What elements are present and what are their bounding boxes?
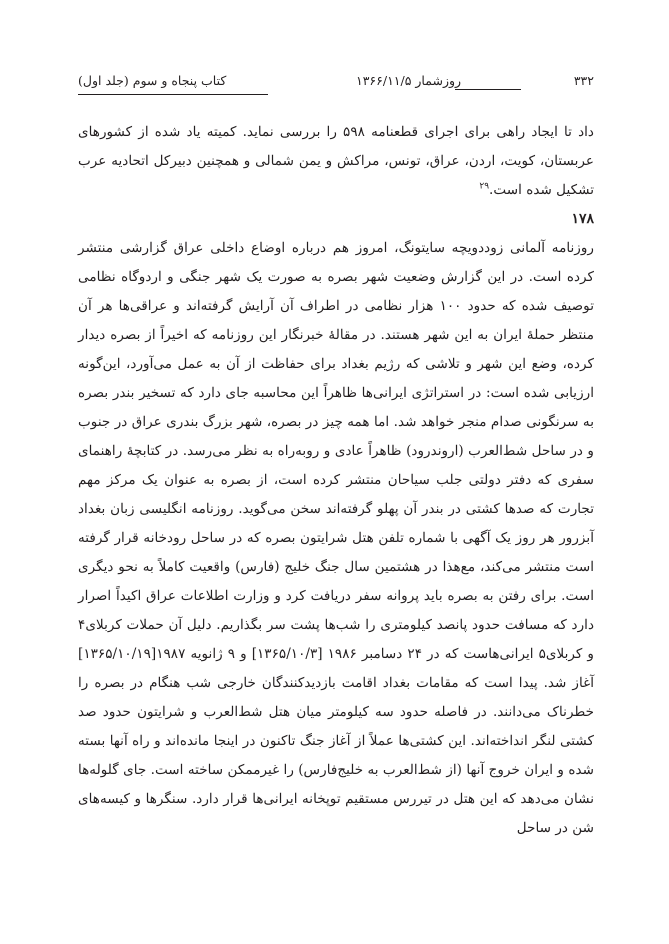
header-date: روزشمار ۱۳۶۶/۱۱/۵ [356, 73, 462, 88]
header-underline [78, 94, 268, 95]
header-dash-rule [455, 89, 521, 90]
footnote-marker: ۲۹ [479, 181, 490, 192]
book-title: کتاب پنجاه و سوم (جلد اول) [78, 73, 227, 88]
page-body [78, 118, 594, 843]
page-number: ۳۳۲ [573, 73, 594, 88]
item-paragraph: روزنامه آلمانی زوددویچه سایتونگ، امروز هم درباره اوضاع داخلی عراق گزارشی منتشر کرده است. در این گزارش وضعیت شهر بصره به صورت یک شهر جنگی و اردوگاه نظامی توصیف شده که حدود ۱۰۰ هزار نظامی در اطراف آن آرایش گرفته‌اند و عراقی‌ها هر آن منتظر حملهٔ ایران به این شهر هستند. در مقالهٔ خبرنگار این روزنامه که اخیراً از بصره دیدار کرده، وضع این شهر و تلاشی که رژیم بغداد برای حفاظت از آن به عمل می‌آورد، این‌گونه ارزیابی شده است: در استراتژی ایرانی‌ها ظاهراً این محاسبه جای دارد که تسخیر بندر بصره به سرنگونی صدام منجر خواهد شد. اما همه چیز در بصره، شهر بزرگ بندری عراق در جنوب و در ساحل شط‌العرب (اروندرود) ظاهراً عادی و روبه‌راه به نظر می‌رسد. در کتابچهٔ راهنمای سفری که دفتر دولتی جلب سیاحان منتشر کرده است، از بصره به عنوان یک مرکز مهم تجارت که صدها کشتی در بندر آن پهلو گرفته‌اند سخن می‌گوید. روزنامه انگلیسی زبان بغداد آبزرور هر روز یک آگهی با شماره تلفن هتل شرایتون بصره که در ساحل رودخانه قرار گرفته است منتشر می‌کند، مع‌هذا در هشتمین سال جنگ خلیج (فارس) واقعیت کاملاً به نحو دیگری است. برای رفتن به بصره باید پروانه سفر دریافت کرد و وزارت اطلاعات عراق اکیداً اصرار دارد که مسافت حدود پانصد کیلومتری را شب‌ها پشت سر بگذاریم. دلیل آن حملات کربلای۴ و کربلای۵ ایرانی‌هاست که در ۲۴ دسامبر ۱۹۸۶ [۱۳۶۵/۱۰/۳] و ۹ ژانویه ۱۹۸۷[۱۳۶۵/۱۰/۱۹] آغاز شد. پیدا است که مقامات بغداد اقامت بازدیدکنندگان خارجی شب هنگام در بصره را خطرناک می‌دانند. در فاصله حدود سه کیلومتر میان هتل شط‌العرب و شرایتون حدود صد کشتی لنگر انداخته‌اند. این کشتی‌ها عملاً از آغاز جنگ تاکنون در اینجا مانده‌اند و راه آنها بسته شده و ایران خروج آنها (از شط‌العرب به خلیج‌فارس) را غیرممکن ساخته است. جای گلوله‌ها نشان می‌دهد که این هتل در تیررس مستقیم توپخانه ایرانی‌ها قرار دارد. سنگرها و کیسه‌های شن در ساحل [78, 240, 594, 836]
intro-paragraph [78, 118, 594, 205]
running-header [78, 73, 594, 95]
intro-text: داد تا ایجاد راهی برای اجرای قطعنامه ۵۹۸ را بررسی نماید. کمیته یاد شده از کشورهای عربستان، کویت، اردن، عراق، تونس، مراکش و یمن شمالی و همچنین دبیرکل اتحادیه عرب تشکیل شده است. [78, 124, 594, 198]
item-number: ۱۷۸ [571, 211, 594, 227]
